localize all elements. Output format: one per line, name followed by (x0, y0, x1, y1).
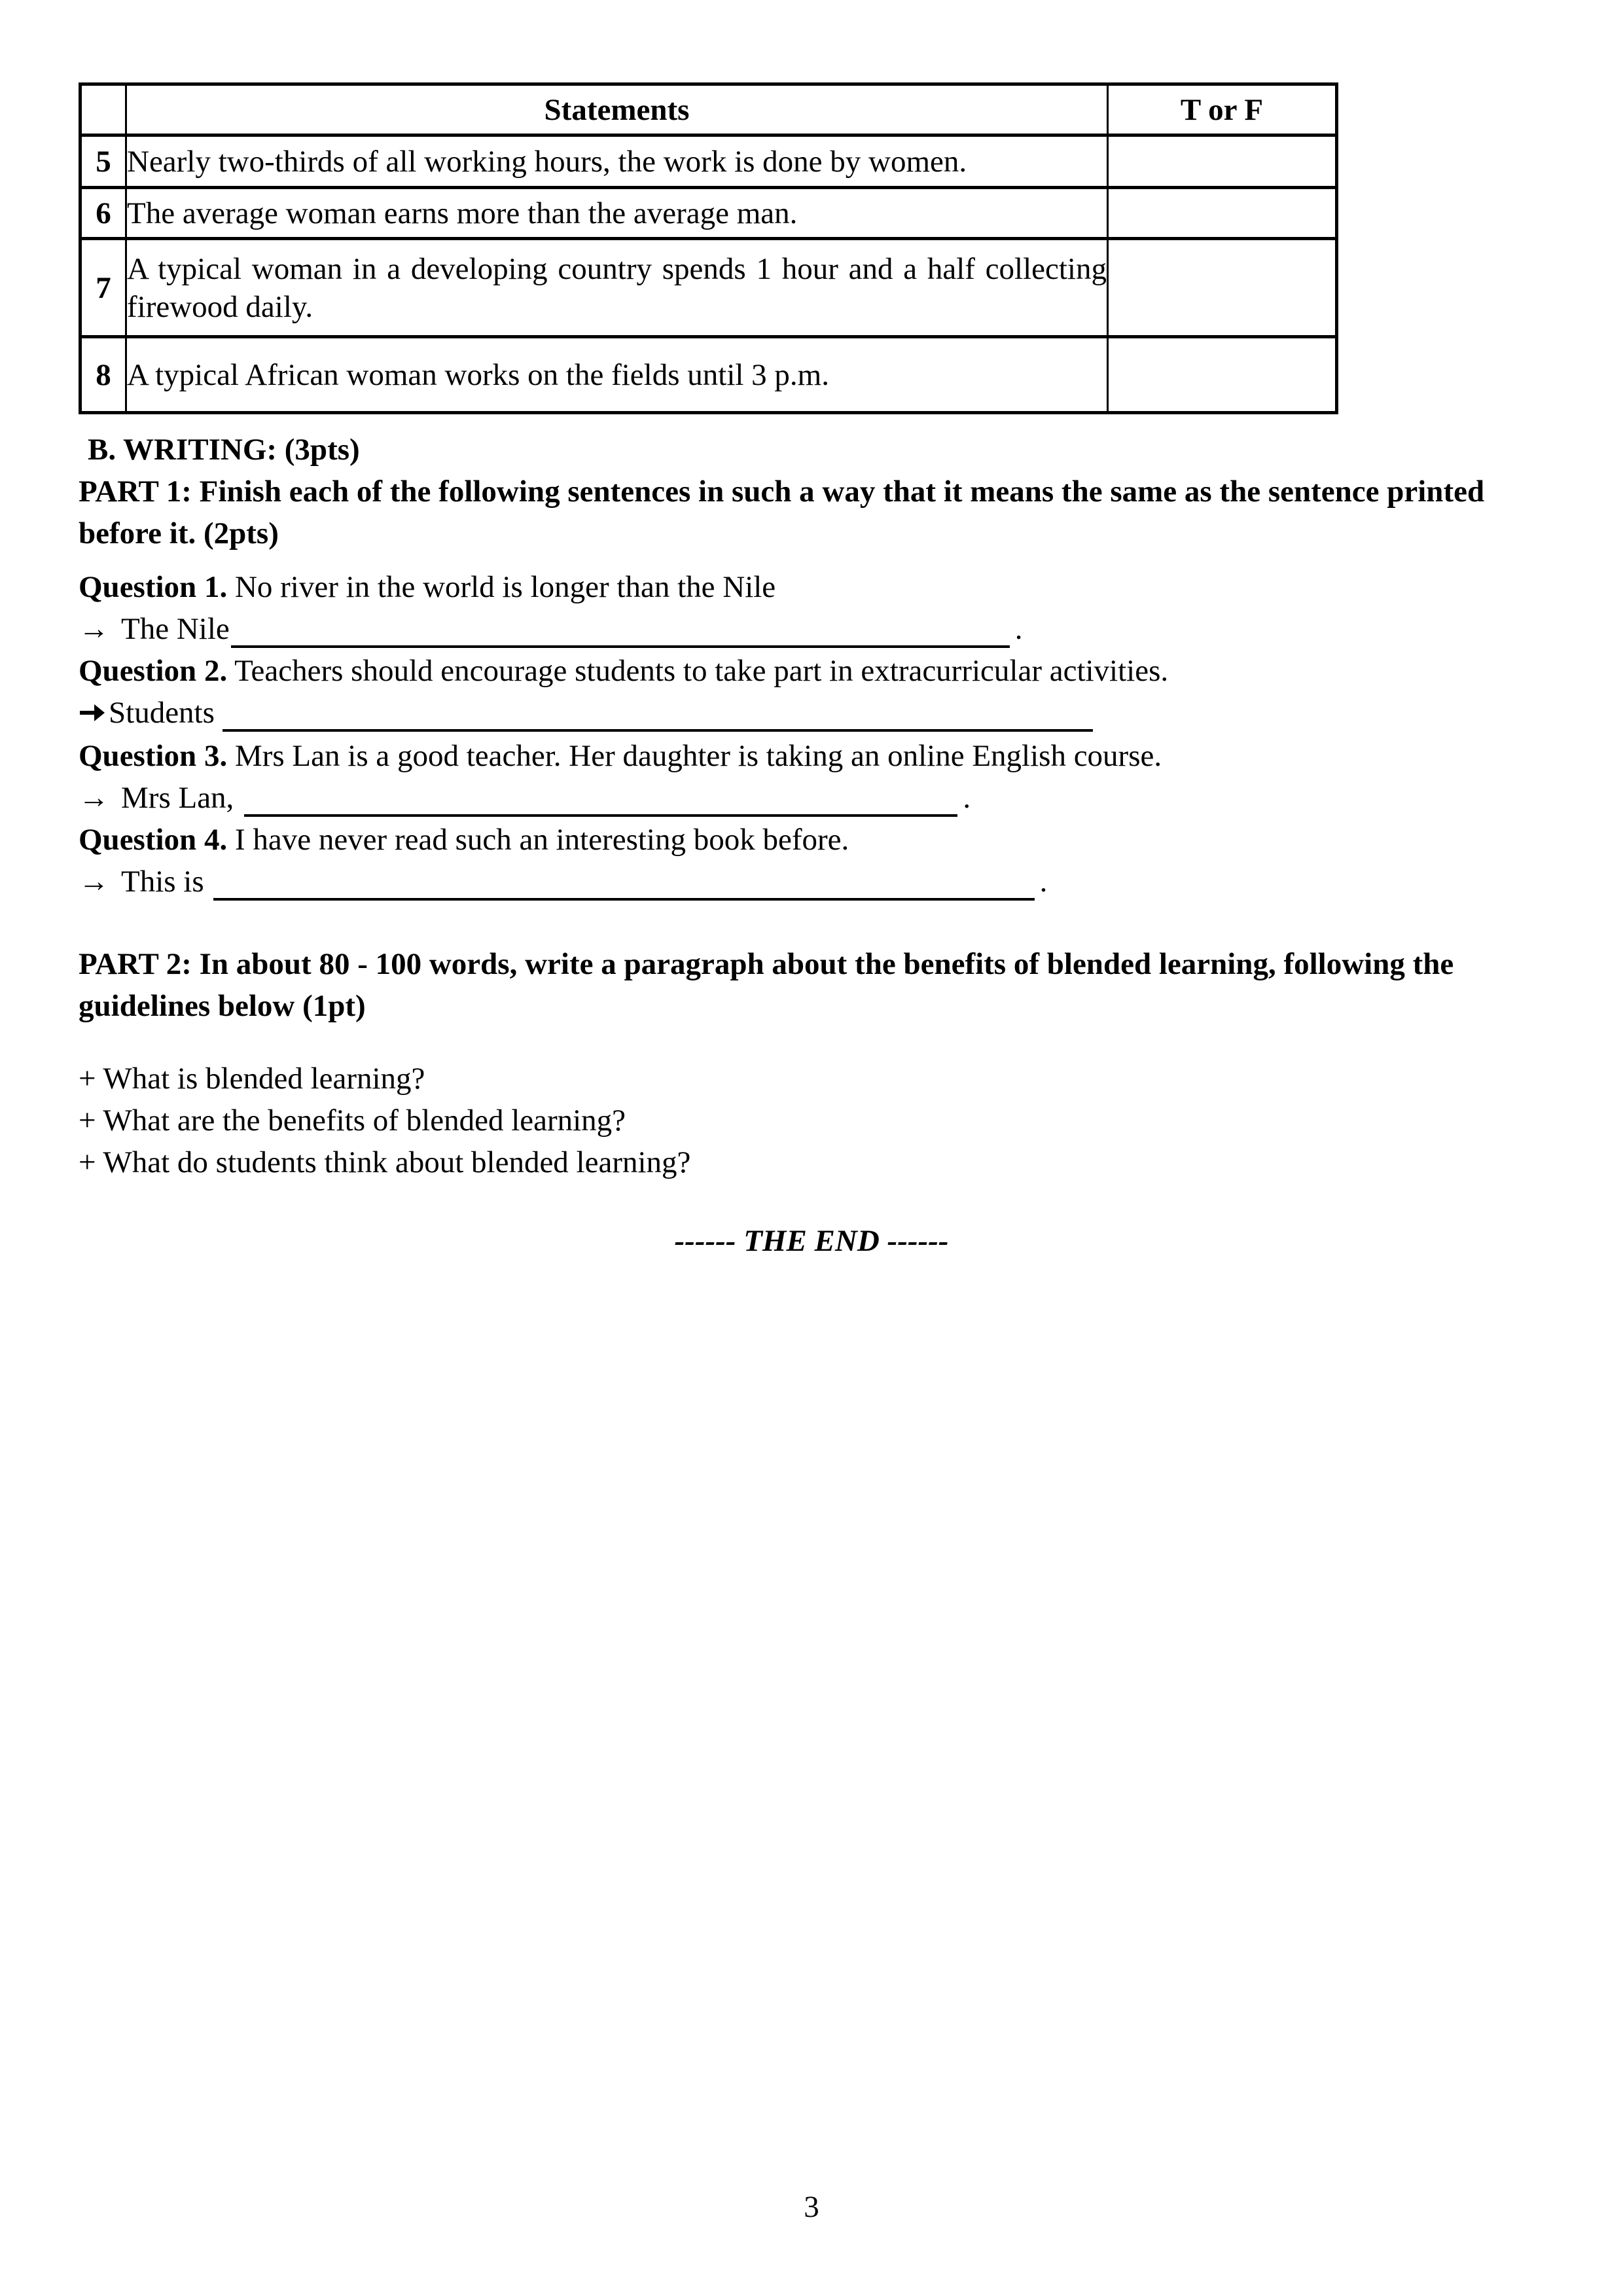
statement-number: 6 (80, 188, 126, 239)
answer-prefix: The Nile (121, 612, 230, 646)
answer-blank-line (223, 701, 1093, 732)
part2-guideline-1: + What is blended learning? (79, 1062, 425, 1096)
question-text: Mrs Lan is a good teacher. Her daughter is taking an online English course. (234, 739, 1162, 773)
table-row (80, 239, 1337, 337)
question-text: Teachers should encourage students to take part in extracurricular activities. (234, 654, 1169, 688)
question-label: Question 2. (79, 654, 228, 688)
tf-answer-cell (1108, 337, 1337, 413)
table-header-row (80, 84, 1337, 135)
question-text: I have never read such an interesting book before. (234, 823, 849, 857)
right-arrow-icon: → (79, 612, 109, 646)
tf-answer-cell (1108, 135, 1337, 188)
table-row (80, 135, 1337, 188)
writing-section (79, 429, 1544, 1262)
part1-title: PART 1: Finish each of the following sentences in such a way that it means the same as the sentence printed before it. (2pts) (79, 475, 1485, 550)
answer-blank-line (244, 786, 957, 817)
part2-guideline-2: + What are the benefits of blended learning? (79, 1103, 626, 1138)
right-arrow-icon: → (79, 865, 109, 899)
question-label: Question 1. (79, 570, 228, 604)
table-row (80, 337, 1337, 413)
trailing-period: . (963, 781, 971, 815)
question-text: No river in the world is longer than the Nile (234, 570, 776, 604)
question-label: Question 4. (79, 823, 228, 857)
part2-title: PART 2: In about 80 - 100 words, write a paragraph about the benefits of blended learning, following the guidelines below (1pt) (79, 947, 1454, 1023)
table-row (80, 188, 1337, 239)
statement-number: 8 (80, 337, 126, 413)
question-4 (79, 819, 1544, 903)
answer-prefix: Mrs Lan, (121, 781, 234, 815)
answer-blank-line (213, 870, 1035, 901)
tf-answer-cell (1108, 188, 1337, 239)
statements-column-header: Statements (126, 84, 1108, 135)
statement-text: A typical woman in a developing country spends 1 hour and a half collecting firewood daily. (126, 239, 1108, 337)
trailing-period: . (1039, 865, 1048, 899)
tf-answer-cell (1108, 239, 1337, 337)
right-arrow-icon: → (79, 781, 109, 815)
heavy-right-arrow-icon (79, 693, 106, 735)
end-of-exam-marker: ------ THE END ------ (674, 1224, 949, 1258)
t-or-f-column-header: T or F (1108, 84, 1337, 135)
true-false-statements-table (79, 82, 1338, 414)
writing-section-title: B. WRITING: (3pts) (88, 433, 360, 467)
statement-text: The average woman earns more than the average man. (126, 188, 1108, 239)
statement-number: 5 (80, 135, 126, 188)
answer-blank-line (231, 617, 1010, 648)
trailing-period: . (1014, 612, 1023, 646)
question-1 (79, 566, 1544, 650)
part2-guideline-3: + What do students think about blended learning? (79, 1145, 691, 1179)
page-number: 3 (804, 2190, 819, 2224)
statement-text: Nearly two-thirds of all working hours, the work is done by women. (126, 135, 1108, 188)
answer-prefix: Students (109, 696, 215, 730)
question-label: Question 3. (79, 739, 228, 773)
statement-text: A typical African woman works on the fields until 3 p.m. (126, 337, 1108, 413)
answer-prefix: This is (121, 865, 204, 899)
statement-number: 7 (80, 239, 126, 337)
question-3 (79, 735, 1544, 819)
number-column-header (80, 84, 126, 135)
question-2 (79, 650, 1544, 735)
page-content (79, 82, 1544, 1293)
